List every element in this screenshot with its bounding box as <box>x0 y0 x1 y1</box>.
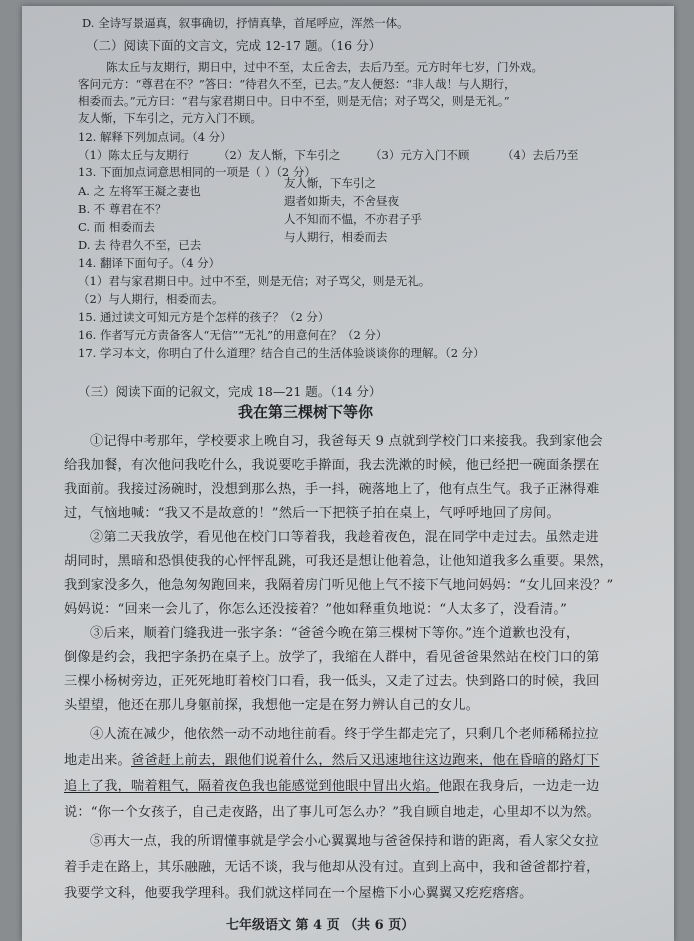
article-line: 给我加餐，有次他问我吃什么，我说要吃手擀面，我去洗漱的时候，他已经把一碗面条摆在 <box>64 458 600 473</box>
question-17: 17. 学习本文，你明白了什么道理？结合自己的生活体验谈谈你的理解。（2 分） <box>78 346 485 360</box>
section-3-heading: （三）阅读下面的记叙文，完成 18—21 题。（14 分） <box>78 384 382 399</box>
question-13-option: D. 去 待君久不至，已去 <box>78 238 202 252</box>
question-14-item: （2）与人期行，相委而去。 <box>78 292 224 306</box>
question-12-item: （4）去后乃至 <box>502 148 579 162</box>
exam-page <box>22 6 674 941</box>
question-12-item: （2）友人惭，下车引之 <box>218 148 341 162</box>
page-footer: 七年级语文 第 4 页 （共 6 页） <box>226 918 415 933</box>
question-14-stem: 14. 翻译下面句子。（4 分） <box>78 256 221 270</box>
classical-text-line: 陈太丘与友期行，期日中，过中不至，太丘舍去，去后乃至。元方时年七岁，门外戏。 <box>106 60 543 74</box>
question-13-option: A. 之 左将军王凝之妻也 <box>78 184 201 198</box>
article-line: 说：“你一个女孩子，自己走夜路，出了事儿可怎么办？”我自顾自地走，心里却不以为然。 <box>64 805 600 820</box>
section-2-heading: （二）阅读下面的文言文，完成 12-17 题。（16 分） <box>86 38 382 53</box>
question-13-compare: 与人期行，相委而去 <box>284 230 388 244</box>
question-13-stem: 13. 下面加点词意思相同的一项是（ ）（2 分） <box>78 165 316 179</box>
article-line: 着手走在路上，其乐融融，无话不谈，我与他却从没有过。直到上高中，我和爸爸都拧着， <box>64 860 600 875</box>
classical-text-line: 友人惭，下车引之，元方入门不顾。 <box>78 111 262 125</box>
article-line: ⑤再大一点，我的所谓懂事就是学会小心翼翼地与爸爸保持和谐的距离，看人家父女拉 <box>90 834 599 849</box>
option-d-line: D. 全诗写景逼真，叙事确切，抒情真挚，首尾呼应，浑然一体。 <box>82 16 409 30</box>
article-line: ①记得中考那年，学校要求上晚自习，我爸每天 9 点就到学校门口来接我。我到家他会 <box>90 434 603 449</box>
question-13-compare: 人不知而不愠，不亦君子乎 <box>284 212 422 226</box>
article-line: 妈妈说：“回来一会儿了，你怎么还没接着？”他如释重负地说：“人太多了，没看清。” <box>64 602 568 617</box>
question-13-compare: 遐者如斯夫，不舍昼夜 <box>284 194 399 208</box>
article-line: 胡同时，黑暗和恐惧使我的心怦怦乱跳，可我还是想让他着急，让他知道我多么重要。果然， <box>64 554 613 569</box>
article-line: ②第二天我放学，看见他在校门口等着我，我趁着夜色，混在同学中走过去。虽然走进 <box>90 530 599 545</box>
question-12-item: （3）元方入门不顾 <box>370 148 470 162</box>
article-line: 过，气恼地喊：“我又不是故意的！”然后一下把筷子拍在桌上，气呼呼地回了房间。 <box>64 506 560 521</box>
article-text: 地走出来。 <box>64 753 131 768</box>
article-line: 倒像是约会，我把字条扔在桌子上。放学了，我缩在人群中，看见爸爸果然站在校门口的第 <box>64 650 600 665</box>
article-line-mixed <box>64 752 600 770</box>
article-line: 头望望，他还在那儿身躯前探，我想他一定是在努力辨认自己的女儿。 <box>64 698 480 713</box>
article-line: 我面前。我接过汤碗时，没想到那么热，手一抖，碗落地上了，他有点生气。我子正淋得难 <box>64 482 600 497</box>
question-14-item: （1）君与家君期日中。过中不至，则是无信；对子骂父，则是无礼。 <box>78 274 431 288</box>
article-text: 他跟在我身后，一边走一边 <box>438 779 600 794</box>
article-line: 我到家没多久，他急匆匆跑回来，我隔着房门听见他上气不接下气地问妈妈：“女儿回来没？” <box>64 578 614 593</box>
article-line: 我要学文科，他要我学理科。我们就这样同在一个屋檐下小心翼翼又疙疙瘩瘩。 <box>64 886 533 901</box>
classical-text-line: 客问元方：“尊君在不？”答曰：“待君久不至，已去。”友人便怒：“非人哉！与人期行， <box>78 77 516 91</box>
article-title: 我在第三棵树下等你 <box>238 403 374 421</box>
article-line: ④人流在减少，他依然一动不动地往前看。终于学生都走完了，只剩几个老师稀稀拉拉 <box>90 727 599 742</box>
question-12-item: （1）陈太丘与友期行 <box>78 148 189 162</box>
article-line-mixed <box>64 778 600 796</box>
question-13-compare: 友人惭，下车引之 <box>284 176 376 190</box>
classical-text-line: 相委而去。”元方曰：“君与家君期日中。日中不至，则是无信；对子骂父，则是无礼。” <box>78 94 510 108</box>
question-12-stem: 12. 解释下列加点词。（4 分） <box>78 130 232 144</box>
underlined-sentence: 爸爸赶上前去，跟他们说着什么，然后又迅速地往这边跑来，他在昏暗的路灯下 <box>130 753 600 768</box>
underlined-sentence: 追上了我，喘着粗气，隔着夜色我也能感觉到他眼中冒出火焰。 <box>64 779 439 794</box>
question-15: 15. 通过读文可知元方是个怎样的孩子？（2 分） <box>78 310 330 324</box>
question-16: 16. 作者写元方责备客人“无信”“无礼”的用意何在？（2 分） <box>78 328 388 342</box>
article-line: 三棵小杨树旁边，正死死地盯着校门口看，我一低头，又走了过去。快到路口的时候，我回 <box>64 674 600 689</box>
article-line: ③后来，顺着门缝我进一张字条：“爸爸今晚在第三棵树下等你。”连个道歉也没有， <box>90 626 580 641</box>
question-13-option: B. 不 尊君在不？ <box>78 202 167 216</box>
question-13-option: C. 而 相委而去 <box>78 220 155 234</box>
